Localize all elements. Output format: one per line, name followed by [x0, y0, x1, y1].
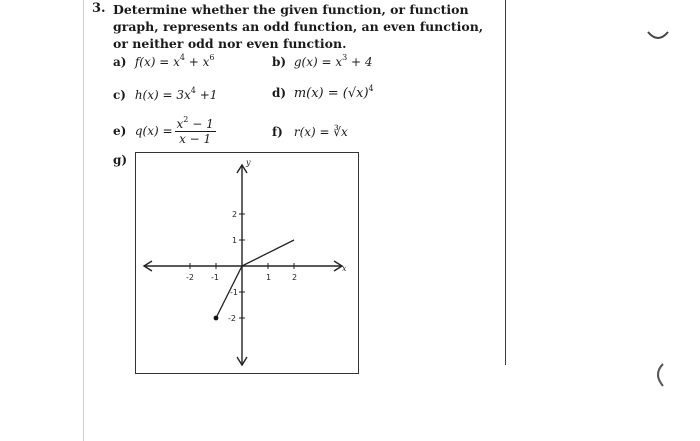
x-tick-label: -2 — [186, 273, 194, 282]
question-number: 3. — [92, 1, 106, 16]
graph-endpoint-closed — [214, 316, 219, 321]
graph-frame — [135, 152, 359, 374]
part-e-label: e) — [113, 124, 127, 138]
part-a-label: a) — [113, 55, 127, 69]
part-f-label: f) — [272, 125, 283, 139]
x-axis-label: x — [342, 264, 347, 273]
part-d — [272, 86, 374, 101]
part-f-expression: r(x) = ∛x — [293, 125, 348, 139]
part-e-expression: q(x) = $\frac{x^2 - 1}{x - 1}$ — [134, 115, 214, 146]
x-tick-label: 2 — [292, 273, 298, 282]
y-axis-label: y — [246, 158, 251, 167]
part-c — [113, 88, 217, 102]
y-tick-label: -1 — [230, 288, 238, 297]
y-tick-label: 2 — [232, 210, 238, 219]
x-tick-label: 1 — [266, 273, 272, 282]
part-e — [113, 117, 216, 146]
part-d-expression: $m(x) = (√x)^4$ — [293, 84, 374, 101]
part-a-expression: $f(x) = x^4 + x^6$ — [134, 53, 215, 69]
left-margin-rule — [83, 0, 84, 441]
y-tick-label: 1 — [232, 236, 238, 245]
graph-segment-right — [242, 240, 294, 266]
part-b — [272, 55, 373, 69]
question-text: Determine whether the given function, or function graph, represents an odd function, an even function, or neither odd nor even function. — [113, 2, 484, 51]
right-edge-crescent-bottom — [649, 362, 669, 388]
part-g-label: g) — [113, 153, 128, 167]
function-graph — [136, 153, 360, 375]
part-g — [113, 153, 131, 167]
part-b-label: b) — [272, 55, 287, 69]
part-e-fraction: $\frac{x^2 - 1}{x - 1}$ — [176, 115, 214, 146]
x-tick-label: -1 — [211, 273, 219, 282]
right-margin-rule — [505, 0, 506, 365]
part-a — [113, 55, 215, 69]
graph-segment-left — [216, 266, 242, 318]
part-c-label: c) — [113, 88, 126, 102]
y-tick-label: -2 — [228, 314, 236, 323]
part-c-expression: $h(x) = 3x^4 +1$ — [134, 86, 218, 102]
part-f — [272, 125, 348, 139]
part-d-label: d) — [272, 86, 287, 100]
part-b-expression: $g(x) = x^3 + 4$ — [293, 53, 373, 69]
right-edge-crescent-top — [646, 26, 670, 46]
